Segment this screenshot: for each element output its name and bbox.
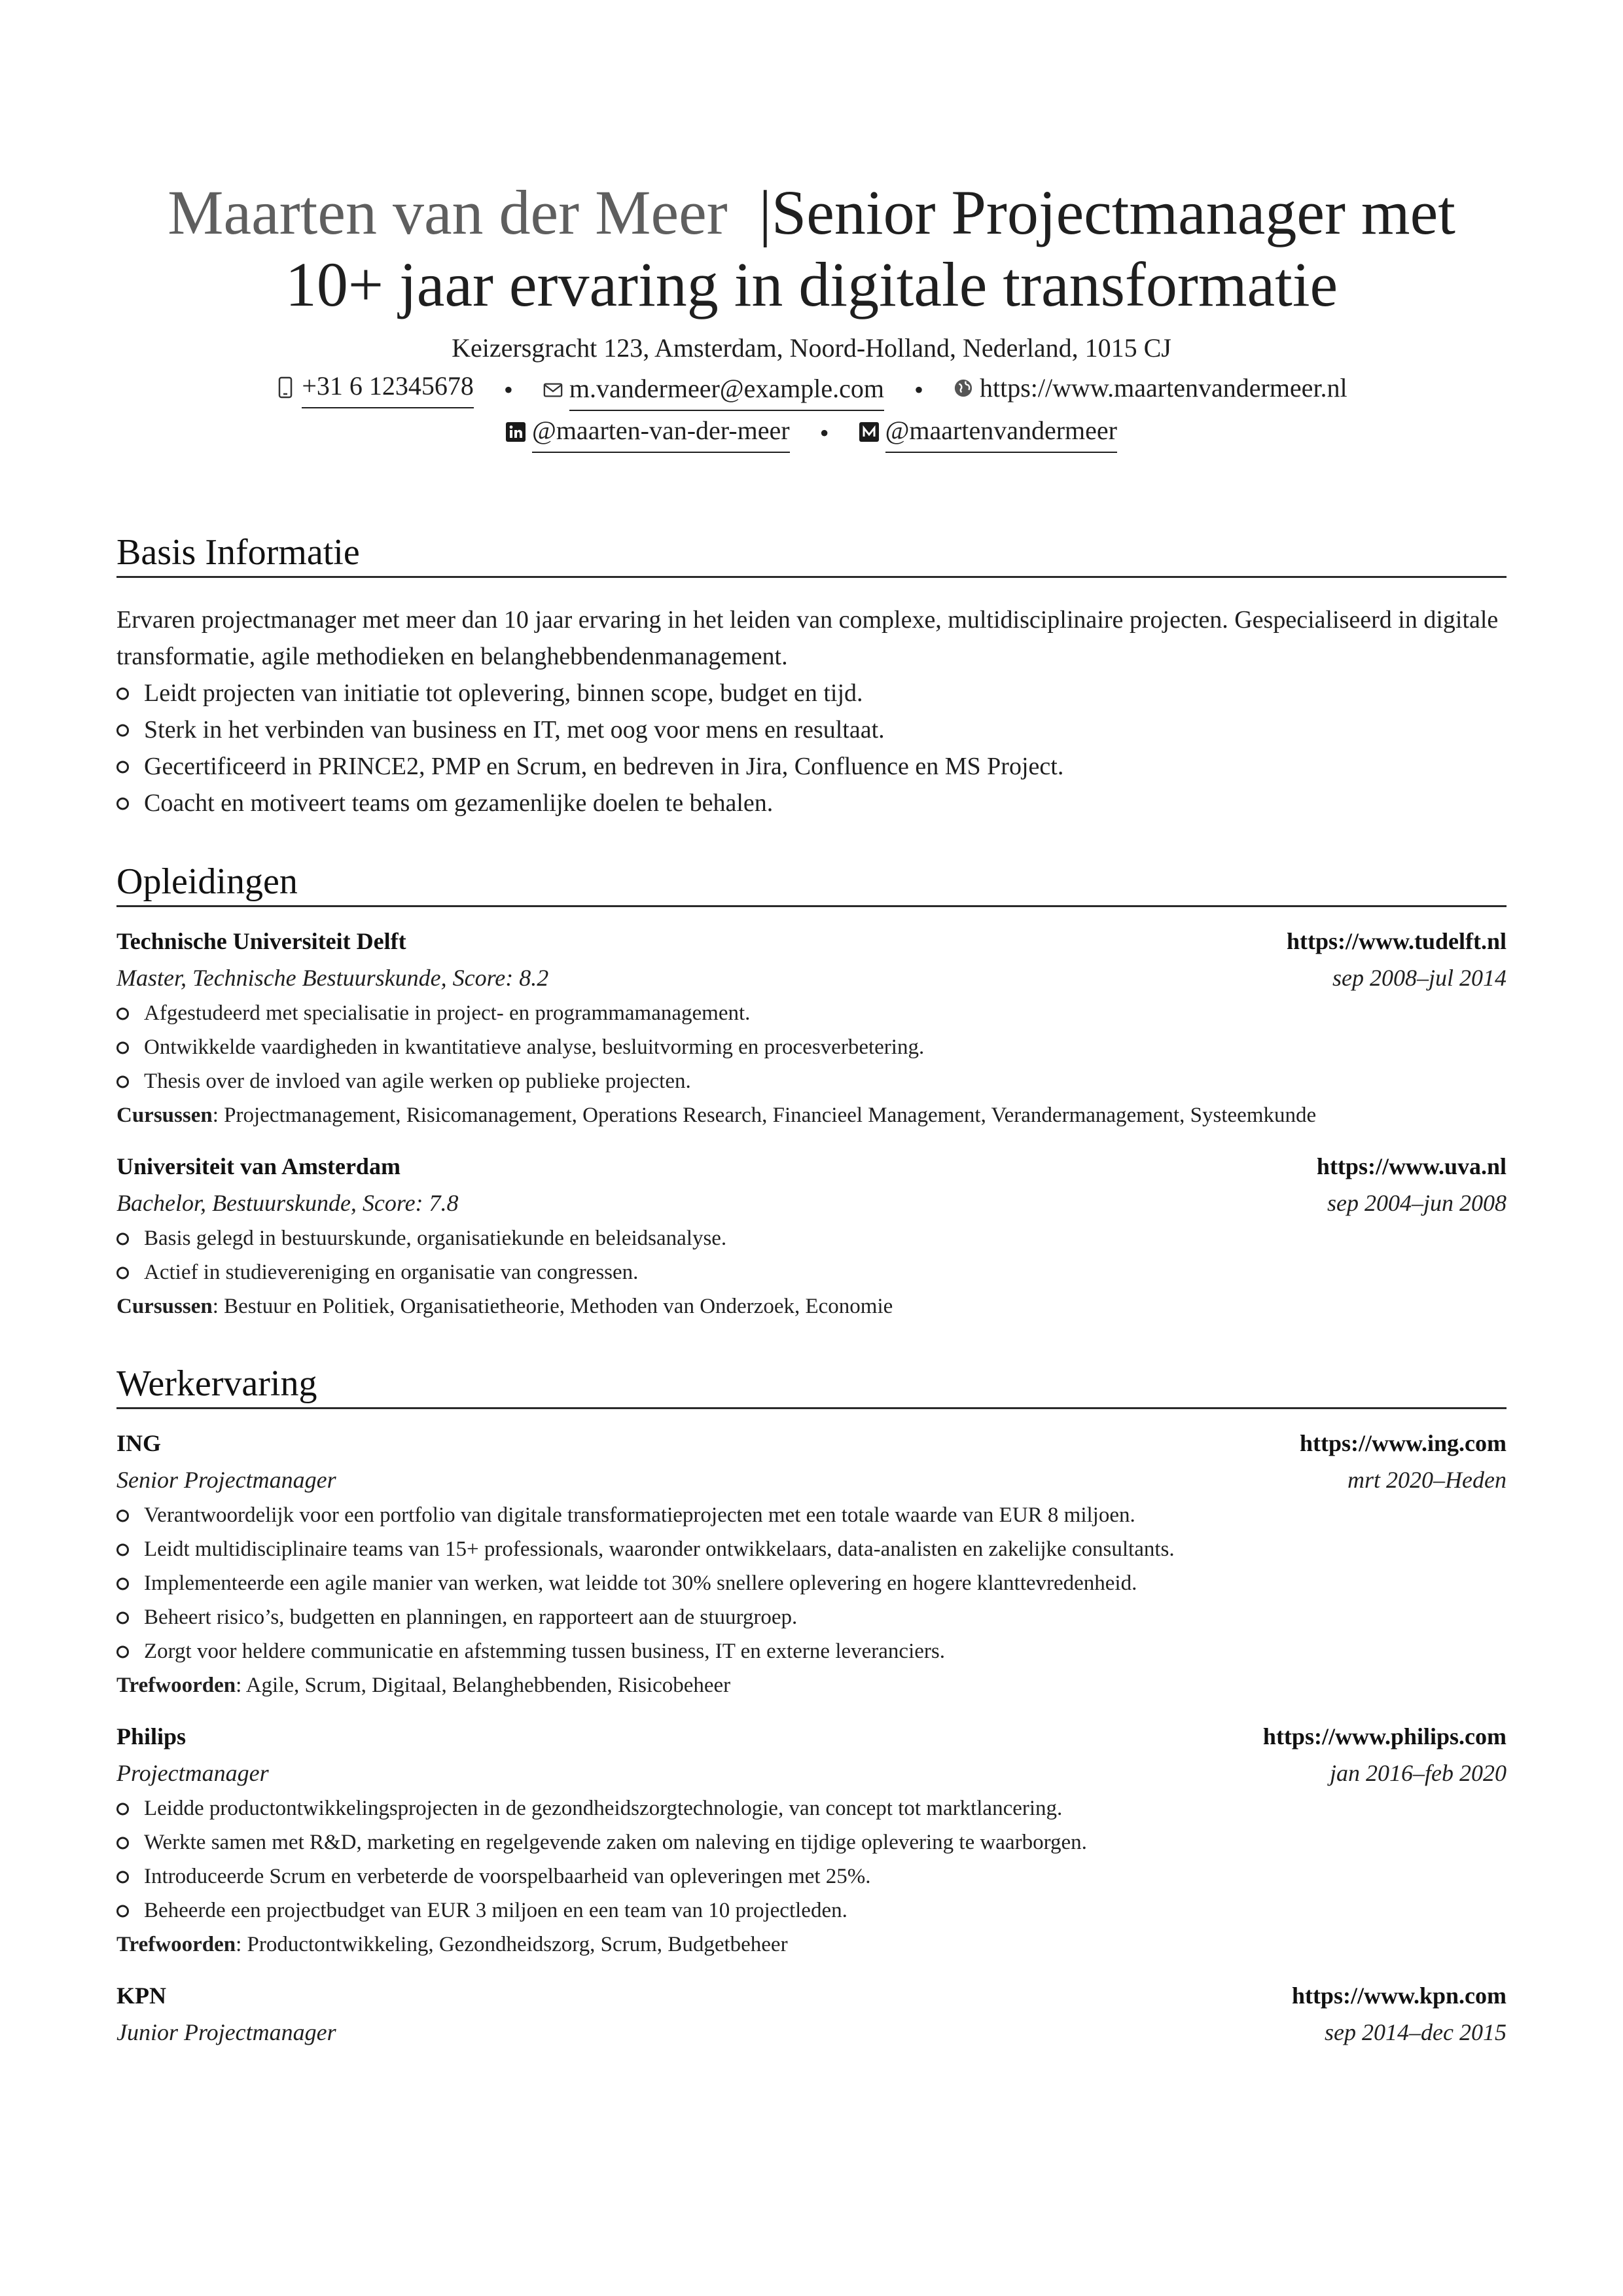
company-url[interactable]: https://www.philips.com [1262, 1723, 1507, 1749]
circle-bullet-icon [116, 1905, 129, 1917]
circle-bullet-icon [116, 1266, 129, 1279]
entry-bullets [116, 1498, 1507, 1668]
keywords-label: Trefwoorden [116, 1933, 236, 1956]
job-title: Senior Projectmanager [116, 1467, 336, 1493]
circle-bullet-icon [116, 724, 129, 736]
entry-bullets [116, 996, 1507, 1098]
circle-bullet-icon [116, 687, 129, 700]
courses-list: Bestuur en Politiek, Organisatietheorie, Methoden van Onderzoek, Economie [224, 1295, 893, 1318]
entry-bullets [116, 1791, 1507, 1928]
work-entry [116, 1977, 1507, 2051]
circle-bullet-icon [116, 1803, 129, 1815]
courses-label: Cursussen [116, 1295, 213, 1318]
mail-icon [543, 379, 563, 401]
entry-subheader [116, 1462, 1507, 1498]
section-title: Basis Informatie [116, 531, 1507, 578]
list-item: Leidde productontwikkelingsprojecten in de gezondheidszorgtechnologie, van concept tot marktlancering. [116, 1791, 1507, 1825]
job-title: Junior Projectmanager [116, 2019, 336, 2045]
circle-bullet-icon [116, 1509, 129, 1522]
list-item: Basis gelegd in bestuurskunde, organisatiekunde en beleidsanalyse. [116, 1221, 1507, 1255]
list-item: Actief in studievereniging en organisatie van congressen. [116, 1255, 1507, 1289]
job-title: Projectmanager [116, 1760, 269, 1786]
courses-list: Projectmanagement, Risicomanagement, Operations Research, Financieel Management, Verandermanagement, Systeemkunde [224, 1103, 1317, 1127]
circle-bullet-icon [116, 1041, 129, 1054]
institution-name: Technische Universiteit Delft [116, 928, 406, 954]
keywords-list: Productontwikkeling, Gezondheidszorg, Scrum, Budgetbeheer [247, 1933, 788, 1956]
date-range: sep 2008–jul 2014 [1332, 965, 1507, 991]
entry-subheader [116, 1755, 1507, 1791]
list-item: Werkte samen met R&D, marketing en regelgevende zaken om naleving en tijdige oplevering te waarborgen. [116, 1825, 1507, 1859]
circle-bullet-icon [116, 1611, 129, 1624]
summary-text: Ervaren projectmanager met meer dan 10 jaar ervaring in het leiden van complexe, multidisciplinaire projecten. Gespecialiseerd in digitale transformatie, agile methodieken en belanghebbendenmanagement. [116, 606, 1499, 670]
phone-link[interactable]: +31 6 12345678 [302, 367, 474, 408]
entry-subheader [116, 960, 1507, 996]
date-range: jan 2016–feb 2020 [1330, 1760, 1507, 1786]
company-url[interactable]: https://www.ing.com [1299, 1430, 1507, 1456]
medium-item [859, 411, 1117, 453]
section-title: Opleidingen [116, 861, 1507, 907]
institution-url[interactable]: https://www.uva.nl [1316, 1153, 1507, 1179]
circle-bullet-icon [116, 761, 129, 773]
medium-icon [859, 421, 879, 443]
section-werkervaring [116, 1363, 1507, 2051]
work-entry [116, 1718, 1507, 1962]
circle-bullet-icon [116, 1577, 129, 1590]
list-item: Afgestudeerd met specialisatie in project- en programmamanagement. [116, 996, 1507, 1030]
person-name: Maarten van der Meer [168, 177, 728, 247]
keywords-label: Trefwoorden [116, 1674, 236, 1697]
separator-dot: • [503, 375, 513, 404]
institution-url[interactable]: https://www.tudelft.nl [1286, 928, 1507, 954]
work-entry [116, 1425, 1507, 1702]
circle-bullet-icon [116, 1543, 129, 1556]
website-link[interactable]: https://www.maartenvandermeer.nl [979, 373, 1347, 403]
contact-row-1 [116, 367, 1507, 411]
date-range: mrt 2020–Heden [1347, 1467, 1507, 1493]
entry-header [116, 1148, 1507, 1185]
entry-header [116, 923, 1507, 960]
institution-name: Universiteit van Amsterdam [116, 1153, 401, 1179]
summary [116, 601, 1507, 821]
entry-header [116, 1977, 1507, 2014]
phone-item [276, 367, 474, 408]
date-range: sep 2004–jun 2008 [1327, 1190, 1507, 1216]
list-item: Verantwoordelijk voor een portfolio van digitale transformatieprojecten met een totale waarde van EUR 8 miljoen. [116, 1498, 1507, 1532]
degree: Master, Technische Bestuurskunde, Score: 8.2 [116, 965, 549, 991]
resume-header [116, 177, 1507, 453]
phone-icon [276, 376, 295, 399]
list-item: Leidt multidisciplinaire teams van 15+ professionals, waaronder ontwikkelaars, data-analisten en zakelijke consultants. [116, 1532, 1507, 1566]
page-title [116, 177, 1507, 321]
keywords: Trefwoorden: Productontwikkeling, Gezondheidszorg, Scrum, Budgetbeheer [116, 1933, 788, 1956]
list-item: Beheert risico’s, budgetten en planningen, en rapporteert aan de stuurgroep. [116, 1600, 1507, 1634]
circle-bullet-icon [116, 1837, 129, 1849]
globe-icon [954, 377, 973, 399]
list-item: Zorgt voor heldere communicatie en afstemming tussen business, IT en externe leveranciers. [116, 1634, 1507, 1668]
circle-bullet-icon [116, 1871, 129, 1883]
list-item: Thesis over de invloed van agile werken op publieke projecten. [116, 1064, 1507, 1098]
title-separator: | [758, 177, 772, 247]
website-item [954, 368, 1347, 408]
entry-header [116, 1718, 1507, 1755]
medium-link[interactable]: @maartenvandermeer [885, 411, 1117, 453]
linkedin-link[interactable]: @maarten-van-der-meer [532, 411, 790, 453]
list-item: Leidt projecten van initiatie tot oplevering, binnen scope, budget en tijd. [116, 675, 1507, 711]
linkedin-icon [506, 421, 526, 443]
company-name: Philips [116, 1723, 187, 1749]
summary-bullets [116, 675, 1507, 821]
company-url[interactable]: https://www.kpn.com [1291, 1982, 1507, 2009]
list-item: Coacht en motiveert teams om gezamenlijke doelen te behalen. [116, 785, 1507, 821]
education-entry [116, 1148, 1507, 1323]
list-item: Beheerde een projectbudget van EUR 3 miljoen en een team van 10 projectleden. [116, 1893, 1507, 1928]
separator-dot: • [914, 375, 923, 404]
circle-bullet-icon [116, 797, 129, 810]
education-entry [116, 923, 1507, 1132]
circle-bullet-icon [116, 1645, 129, 1658]
entry-header [116, 1425, 1507, 1462]
circle-bullet-icon [116, 1075, 129, 1088]
courses-label: Cursussen [116, 1103, 213, 1127]
company-name: KPN [116, 1982, 166, 2009]
linkedin-item [506, 411, 790, 453]
degree: Bachelor, Bestuurskunde, Score: 7.8 [116, 1190, 459, 1216]
contact-row-2 [116, 411, 1507, 453]
email-link[interactable]: m.vandermeer@example.com [569, 369, 884, 411]
circle-bullet-icon [116, 1232, 129, 1245]
entry-subheader [116, 2014, 1507, 2051]
section-opleidingen [116, 861, 1507, 1323]
date-range: sep 2014–dec 2015 [1325, 2019, 1507, 2045]
section-basis-informatie [116, 531, 1507, 821]
entry-bullets [116, 1221, 1507, 1289]
list-item: Gecertificeerd in PRINCE2, PMP en Scrum, en bedreven in Jira, Confluence en MS Project. [116, 748, 1507, 785]
email-item [543, 369, 884, 411]
courses: Cursussen: Bestuur en Politiek, Organisatietheorie, Methoden van Onderzoek, Economie [116, 1295, 893, 1318]
keywords-list: Agile, Scrum, Digitaal, Belanghebbenden, Risicobeheer [245, 1674, 731, 1697]
list-item: Implementeerde een agile manier van werken, wat leidde tot 30% snellere oplevering en hogere klanttevredenheid. [116, 1566, 1507, 1600]
headline: Senior Projectmanager met 10+ jaar ervaring in digitale transformatie [285, 177, 1455, 319]
list-item: Ontwikkelde vaardigheden in kwantitatieve analyse, besluitvorming en procesverbetering. [116, 1030, 1507, 1064]
entry-subheader [116, 1185, 1507, 1221]
address: Keizersgracht 123, Amsterdam, Noord-Holland, Nederland, 1015 CJ [452, 333, 1171, 363]
list-item: Sterk in het verbinden van business en IT, met oog voor mens en resultaat. [116, 711, 1507, 748]
keywords: Trefwoorden: Agile, Scrum, Digitaal, Belanghebbenden, Risicobeheer [116, 1674, 731, 1697]
list-item: Introduceerde Scrum en verbeterde de voorspelbaarheid van opleveringen met 25%. [116, 1859, 1507, 1893]
separator-dot: • [819, 418, 829, 448]
circle-bullet-icon [116, 1007, 129, 1020]
company-name: ING [116, 1430, 162, 1456]
courses: Cursussen: Projectmanagement, Risicomanagement, Operations Research, Financieel Management, Verandermanagement, Systeemkunde [116, 1103, 1317, 1127]
section-title: Werkervaring [116, 1363, 1507, 1409]
